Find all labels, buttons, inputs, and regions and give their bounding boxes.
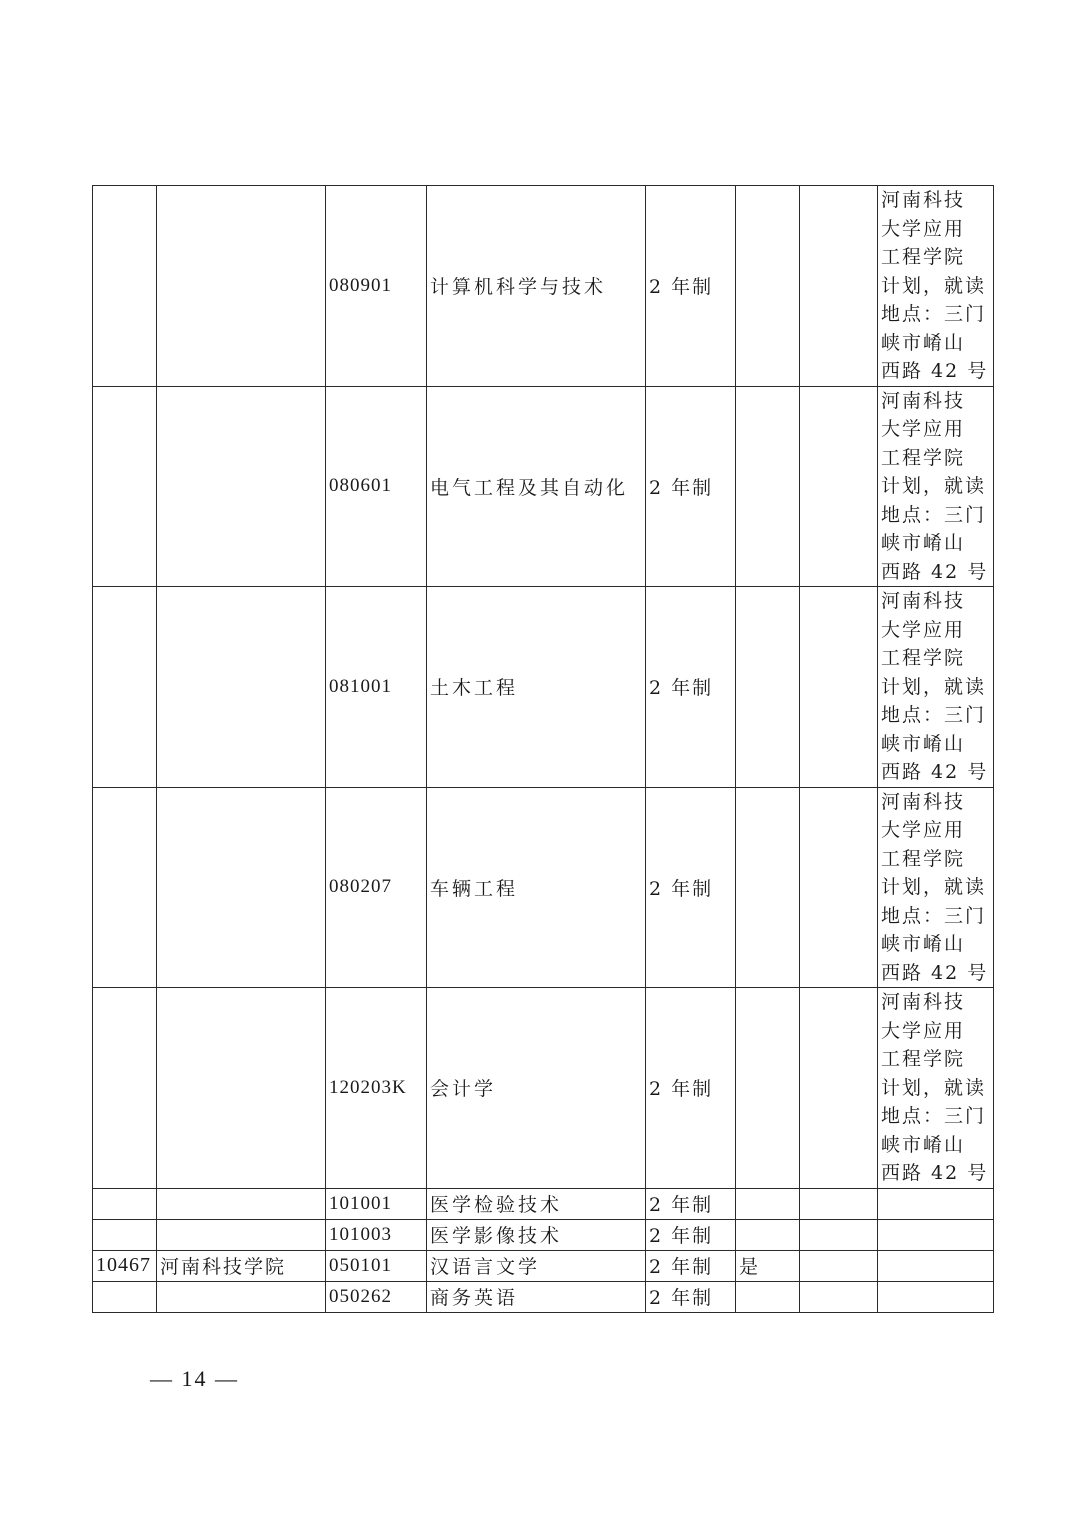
flag-cell <box>736 186 800 387</box>
note-line: 计划，就读 <box>881 876 987 898</box>
major-name-cell <box>427 1219 646 1250</box>
note-cell <box>878 988 994 1189</box>
note-line: 峡市崤山 <box>881 1133 966 1156</box>
duration-cell <box>646 587 736 788</box>
note-line: 峡市崤山 <box>881 532 966 554</box>
major-code-cell-text: 101001 <box>329 1192 392 1214</box>
school-code-cell <box>93 386 157 587</box>
school-code-cell <box>93 1188 157 1219</box>
note-line: 河南科技 <box>881 991 966 1013</box>
duration-cell-text: 2 年制 <box>649 1078 714 1101</box>
duration-cell-text: 2 年制 <box>649 1287 714 1309</box>
school-name-cell <box>157 1219 326 1250</box>
flag-cell <box>736 386 800 587</box>
major-code-cell <box>326 787 427 988</box>
note-line: 河南科技 <box>881 189 966 211</box>
note-cell <box>878 1219 994 1250</box>
note-cell <box>878 787 994 988</box>
duration-cell-text: 2 年制 <box>649 677 714 700</box>
note-line: 西路 42 号 <box>881 1162 989 1184</box>
school-code-cell-text: 10467 <box>96 1254 151 1276</box>
note-line: 西路 42 号 <box>881 360 989 382</box>
major-name-cell-text: 电气工程及其自动化 <box>430 476 629 499</box>
flag-cell <box>736 587 800 788</box>
major-name-cell-text: 商务英语 <box>430 1287 519 1309</box>
extra-cell <box>800 787 878 988</box>
page-number: — 14 — <box>150 1366 239 1391</box>
extra-cell <box>800 1281 878 1312</box>
major-code-cell <box>326 988 427 1189</box>
flag-cell <box>736 1281 800 1312</box>
note-line: 峡市崤山 <box>881 732 966 755</box>
major-name-cell-text: 计算机科学与技术 <box>430 276 607 299</box>
school-code-cell <box>93 787 157 988</box>
note-line: 计划，就读 <box>881 274 987 297</box>
school-name-cell <box>157 1250 326 1281</box>
major-code-cell <box>326 1250 427 1281</box>
duration-cell-text: 2 年制 <box>649 276 714 299</box>
table-row <box>93 1219 994 1250</box>
school-name-cell <box>157 1281 326 1312</box>
major-code-cell-text: 050262 <box>329 1285 392 1307</box>
note-cell <box>878 587 994 788</box>
extra-cell <box>800 186 878 387</box>
duration-cell <box>646 1281 736 1312</box>
major-name-cell <box>427 988 646 1189</box>
major-code-cell-text: 120203K <box>329 1076 407 1098</box>
school-name-cell <box>157 386 326 587</box>
duration-cell <box>646 988 736 1189</box>
major-name-cell <box>427 386 646 587</box>
note-cell <box>878 1188 994 1219</box>
note-line: 西路 42 号 <box>881 560 989 583</box>
duration-cell <box>646 1188 736 1219</box>
note-line: 地点：三门 <box>881 904 987 927</box>
major-name-cell <box>427 1281 646 1312</box>
duration-cell <box>646 386 736 587</box>
note-cell <box>878 1281 994 1312</box>
note-line: 西路 42 号 <box>881 961 989 984</box>
major-code-cell-text: 101003 <box>329 1223 392 1245</box>
major-code-cell <box>326 1281 427 1312</box>
duration-cell <box>646 787 736 988</box>
note-line: 工程学院 <box>881 847 966 870</box>
note-line: 西路 42 号 <box>881 761 989 783</box>
table-row <box>93 386 994 587</box>
note-line: 计划，就读 <box>881 675 987 698</box>
duration-cell-text: 2 年制 <box>649 1256 714 1278</box>
school-name-cell <box>157 1188 326 1219</box>
note-line: 工程学院 <box>881 1048 966 1070</box>
note-line: 峡市崤山 <box>881 933 966 955</box>
school-name-cell-text: 河南科技学院 <box>160 1256 287 1278</box>
note-cell <box>878 386 994 587</box>
school-code-cell <box>93 587 157 788</box>
note-line: 河南科技 <box>881 389 966 412</box>
extra-cell <box>800 587 878 788</box>
duration-cell-text: 2 年制 <box>649 1225 714 1247</box>
extra-cell <box>800 1188 878 1219</box>
note-cell <box>878 1250 994 1281</box>
table-row <box>93 1281 994 1312</box>
table-row <box>93 1250 994 1281</box>
note-line: 大学应用 <box>881 618 966 641</box>
major-code-cell <box>326 186 427 387</box>
flag-cell-text: 是 <box>739 1256 759 1278</box>
major-name-cell-text: 医学检验技术 <box>430 1194 563 1216</box>
school-code-cell <box>93 1219 157 1250</box>
school-code-cell <box>93 988 157 1189</box>
note-line: 计划，就读 <box>881 475 987 497</box>
major-name-cell-text: 医学影像技术 <box>430 1225 563 1247</box>
school-name-cell <box>157 787 326 988</box>
note-line: 地点：三门 <box>881 303 987 325</box>
extra-cell <box>800 386 878 587</box>
note-line: 工程学院 <box>881 647 966 669</box>
major-code-cell-text: 080207 <box>329 876 392 898</box>
flag-cell <box>736 1219 800 1250</box>
note-line: 河南科技 <box>881 790 966 813</box>
school-code-cell <box>93 1281 157 1312</box>
extra-cell <box>800 988 878 1189</box>
major-name-cell <box>427 1188 646 1219</box>
flag-cell <box>736 988 800 1189</box>
major-name-cell-text: 会计学 <box>430 1078 497 1101</box>
table-row <box>93 186 994 387</box>
note-line: 工程学院 <box>881 246 966 268</box>
note-line: 工程学院 <box>881 446 966 469</box>
school-name-cell <box>157 988 326 1189</box>
major-name-cell-text: 土木工程 <box>430 677 519 700</box>
duration-cell <box>646 1219 736 1250</box>
major-name-cell-text: 汉语言文学 <box>430 1256 541 1278</box>
note-line: 河南科技 <box>881 590 966 612</box>
duration-cell <box>646 1250 736 1281</box>
table-row <box>93 988 994 1189</box>
major-name-cell <box>427 787 646 988</box>
flag-cell <box>736 787 800 988</box>
major-code-cell-text: 080901 <box>329 274 392 296</box>
major-name-cell <box>427 186 646 387</box>
major-code-cell <box>326 1188 427 1219</box>
table-row <box>93 587 994 788</box>
duration-cell-text: 2 年制 <box>649 1194 714 1216</box>
note-line: 大学应用 <box>881 819 966 841</box>
flag-cell <box>736 1250 800 1281</box>
major-code-cell-text: 081001 <box>329 675 392 697</box>
note-line: 地点：三门 <box>881 704 987 726</box>
note-line: 大学应用 <box>881 418 966 440</box>
major-code-cell-text: 050101 <box>329 1254 392 1276</box>
school-name-cell <box>157 587 326 788</box>
major-name-cell <box>427 1250 646 1281</box>
school-code-cell <box>93 1250 157 1281</box>
major-code-cell-text: 080601 <box>329 475 392 497</box>
flag-cell <box>736 1188 800 1219</box>
note-line: 计划，就读 <box>881 1076 987 1099</box>
major-code-cell <box>326 1219 427 1250</box>
major-name-cell-text: 车辆工程 <box>430 877 519 900</box>
table-row <box>93 1188 994 1219</box>
note-line: 峡市崤山 <box>881 331 966 354</box>
duration-cell <box>646 186 736 387</box>
note-line: 地点：三门 <box>881 1105 987 1127</box>
note-line: 大学应用 <box>881 1019 966 1042</box>
extra-cell <box>800 1250 878 1281</box>
school-code-cell <box>93 186 157 387</box>
duration-cell-text: 2 年制 <box>649 476 714 499</box>
major-code-cell <box>326 587 427 788</box>
extra-cell <box>800 1219 878 1250</box>
duration-cell-text: 2 年制 <box>649 877 714 900</box>
note-line: 大学应用 <box>881 217 966 240</box>
major-code-cell <box>326 386 427 587</box>
major-name-cell <box>427 587 646 788</box>
note-line: 地点：三门 <box>881 503 987 526</box>
note-cell <box>878 186 994 387</box>
enrollment-table <box>92 185 994 1313</box>
table-row <box>93 787 994 988</box>
school-name-cell <box>157 186 326 387</box>
